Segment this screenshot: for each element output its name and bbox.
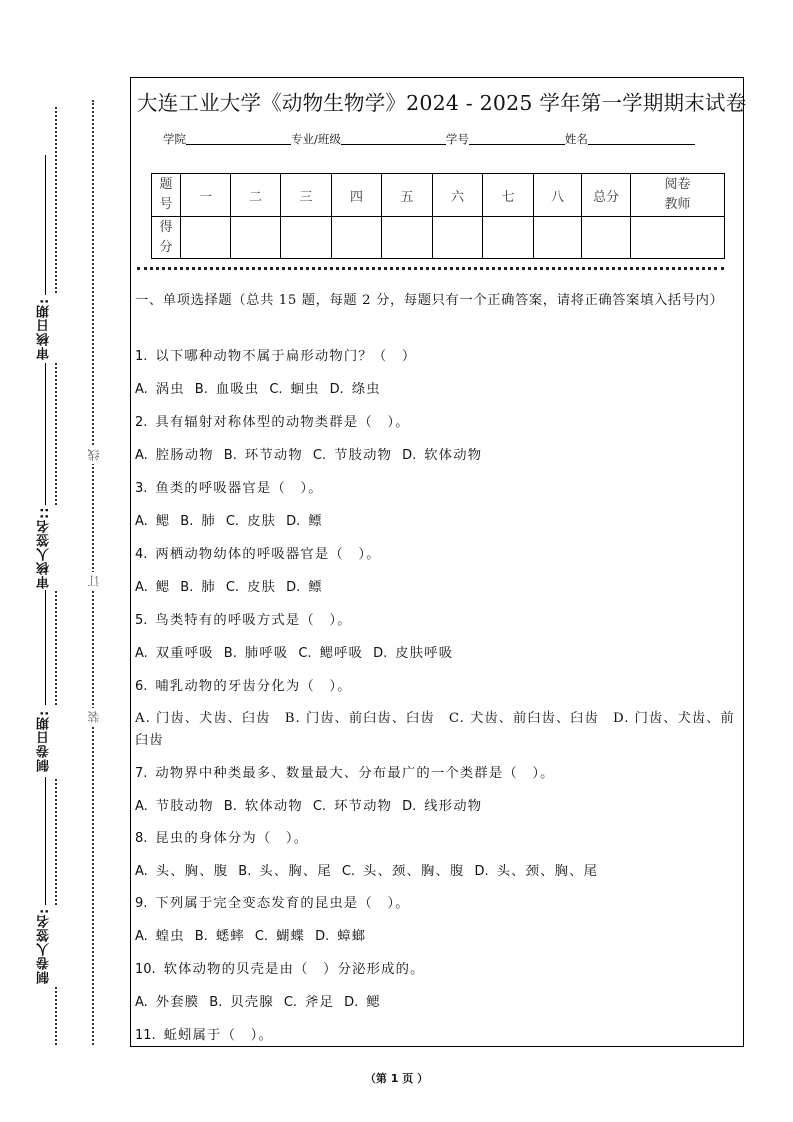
question-number: 7.: [135, 766, 148, 781]
question-9-options: [135, 925, 376, 944]
option-d[interactable]: [373, 646, 453, 661]
option-b[interactable]: [209, 995, 274, 1010]
option-key: B.: [180, 580, 194, 595]
col-total: 总分: [582, 174, 631, 217]
col-2: 二: [231, 174, 281, 217]
question-number: 5.: [135, 613, 148, 628]
binding-mark-bind: 装: [86, 708, 102, 726]
option-b[interactable]: [224, 646, 289, 661]
option-b[interactable]: [195, 382, 260, 397]
score-table: [151, 173, 725, 259]
score-cell-3[interactable]: [281, 217, 332, 259]
option-text: 头、胸、腹: [155, 864, 229, 879]
question-6-options[interactable]: A. 门齿、犬齿、臼齿 B. 门齿、前臼齿、臼齿 C. 犬齿、前臼齿、臼齿 D. 门齿、犬齿、前臼齿: [135, 711, 735, 748]
option-b[interactable]: [180, 580, 216, 595]
option-d[interactable]: [402, 799, 482, 814]
col-grader: 阅卷教师: [631, 174, 725, 217]
option-c[interactable]: [226, 514, 276, 529]
option-text: 绦虫: [351, 382, 381, 397]
option-d[interactable]: [286, 580, 323, 595]
option-key: C.: [312, 799, 327, 814]
option-text: 鳔: [308, 514, 323, 529]
col-6: 六: [433, 174, 483, 217]
question-number: 6.: [135, 679, 148, 694]
question-number-label: 题号: [152, 174, 181, 217]
question-text: 两栖动物幼体的呼吸器官是（ ）。: [155, 547, 381, 562]
question-7: [135, 762, 555, 781]
review-date-line: [45, 155, 46, 295]
question-text: 鸟类特有的呼吸方式是（ ）。: [155, 613, 352, 628]
question-number: 10.: [135, 962, 156, 977]
option-text: 外套膜: [155, 995, 200, 1010]
option-key: A.: [135, 646, 148, 661]
col-4: 四: [332, 174, 382, 217]
option-a[interactable]: [135, 799, 214, 814]
option-a[interactable]: [135, 514, 170, 529]
option-c[interactable]: [284, 995, 334, 1010]
score-cell-2[interactable]: [231, 217, 281, 259]
exam-title: 大连工业大学《动物生物学》2024 - 2025 学年第一学期期末试卷: [137, 91, 747, 115]
option-text: 头、胸、尾: [259, 864, 332, 879]
option-key: D.: [344, 995, 359, 1010]
option-key: B.: [223, 646, 237, 661]
score-table-score-row: [152, 217, 725, 259]
option-text: 肺: [201, 514, 216, 529]
option-key: D.: [402, 448, 417, 463]
option-key: D.: [315, 929, 330, 944]
option-text: 节肢动物: [155, 799, 214, 814]
option-text: 腔肠动物: [155, 448, 214, 463]
question-4: [135, 543, 381, 562]
option-c[interactable]: [342, 864, 465, 879]
option-key: C.: [254, 929, 269, 944]
option-key: B.: [223, 448, 237, 463]
option-c[interactable]: [313, 799, 392, 814]
option-key: D.: [402, 799, 417, 814]
maker-signature-label: 制卷人签名:: [28, 905, 62, 987]
option-text: 节肢动物: [334, 448, 393, 463]
option-key: B.: [238, 864, 252, 879]
question-number: 1.: [135, 349, 148, 364]
option-d[interactable]: [402, 448, 482, 463]
option-key: D.: [329, 382, 344, 397]
option-d[interactable]: [475, 864, 599, 879]
option-key: D.: [286, 580, 301, 595]
option-c[interactable]: [269, 382, 319, 397]
option-a[interactable]: [135, 448, 214, 463]
section-divider: [137, 267, 724, 270]
option-text: 蟋蟀: [215, 929, 245, 944]
option-text: 鳃: [155, 580, 171, 595]
question-8-options: [135, 860, 608, 879]
maker-date-line: [45, 775, 46, 905]
student-id-label: 学号: [445, 132, 469, 146]
option-key: B.: [194, 382, 208, 397]
option-text: 涡虫: [155, 382, 185, 397]
option-key: B.: [223, 799, 237, 814]
option-b[interactable]: [224, 448, 303, 463]
question-5: [135, 609, 352, 628]
question-text: 蚯蚓属于（ ）。: [163, 1028, 274, 1043]
question-text: 鱼类的呼吸器官是（ ）。: [155, 481, 323, 496]
score-cell-8[interactable]: [534, 217, 582, 259]
option-b[interactable]: [180, 514, 216, 529]
student-id-field[interactable]: [469, 132, 565, 145]
option-a[interactable]: [135, 995, 199, 1010]
college-label: 学院: [163, 132, 186, 146]
question-number: 11.: [135, 1028, 156, 1043]
question-6: [135, 675, 352, 694]
score-cell-5[interactable]: [382, 217, 433, 259]
question-number: 4.: [135, 547, 148, 562]
option-key: D.: [373, 646, 388, 661]
option-text: 血吸虫: [215, 382, 260, 397]
question-text: 动物界中种类最多、数量最大、分布最广的一个类群是（ ）。: [155, 766, 555, 781]
col-5: 五: [382, 174, 433, 217]
option-key: A.: [135, 995, 148, 1010]
col-1: 一: [181, 174, 231, 217]
binding-mark-line: 线: [86, 446, 102, 464]
option-d[interactable]: [286, 514, 323, 529]
option-b[interactable]: [195, 929, 245, 944]
option-b[interactable]: [238, 864, 332, 879]
name-field[interactable]: [588, 132, 695, 145]
option-text: 肺呼吸: [244, 646, 289, 661]
col-8: 八: [534, 174, 582, 217]
question-10: [135, 958, 425, 977]
option-text: 鳔: [308, 580, 323, 595]
option-key: A.: [135, 799, 148, 814]
major-class-field[interactable]: [341, 132, 446, 145]
option-text: 环节动物: [334, 799, 393, 814]
score-cell-grader[interactable]: [631, 217, 725, 259]
option-text: 线形动物: [424, 799, 483, 814]
option-text: 斧足: [305, 995, 335, 1010]
score-cell-6[interactable]: [433, 217, 483, 259]
name-label: 姓名: [564, 132, 588, 146]
option-key: C.: [225, 580, 240, 595]
reviewer-signature-label: 审核人签名::: [28, 505, 62, 590]
question-text: 以下哪种动物不属于扁形动物门？（ ）: [155, 349, 417, 364]
option-text: 皮肤呼吸: [395, 646, 454, 661]
option-key: A.: [135, 580, 148, 595]
question-text: 哺乳动物的牙齿分化为（ ）。: [155, 679, 352, 694]
option-a[interactable]: [135, 580, 170, 595]
option-key: B.: [209, 995, 223, 1010]
option-key: A.: [135, 929, 148, 944]
option-key: A.: [135, 382, 148, 397]
score-cell-7[interactable]: [483, 217, 534, 259]
option-text: 鳃呼吸: [319, 646, 364, 661]
option-d[interactable]: [330, 382, 381, 397]
option-text: 蛔虫: [290, 382, 320, 397]
option-text: 蟑螂: [337, 929, 367, 944]
option-c[interactable]: [313, 448, 392, 463]
question-3-options: [135, 510, 333, 529]
option-key: C.: [312, 448, 327, 463]
question-5-options: [135, 642, 463, 661]
option-key: B.: [180, 514, 194, 529]
review-date-label: 审核日期:: [28, 295, 62, 363]
option-b[interactable]: [224, 799, 303, 814]
col-7: 七: [483, 174, 534, 217]
option-key: C.: [269, 382, 283, 397]
binding-mark-order: 订: [86, 572, 102, 590]
option-a[interactable]: [135, 646, 214, 661]
review-date-line-lower: [45, 362, 46, 510]
option-text: 皮肤: [247, 514, 277, 529]
option-c[interactable]: [226, 580, 276, 595]
option-a[interactable]: [135, 929, 185, 944]
option-key: C.: [225, 514, 240, 529]
section-instructions: 一、单项选择题（总共 15 题，每题 2 分，每题只有一个正确答案，请将正确答案填入括号内）: [135, 293, 724, 308]
option-text: 鳃: [155, 514, 171, 529]
option-key: A.: [135, 448, 148, 463]
option-text: 环节动物: [244, 448, 303, 463]
question-3: [135, 477, 323, 496]
option-c[interactable]: [298, 646, 363, 661]
question-2-options: [135, 444, 492, 463]
score-cell-1[interactable]: [181, 217, 231, 259]
question-1-options: [135, 378, 391, 397]
option-text: 头、颈、胸、尾: [496, 864, 599, 879]
option-key: C.: [341, 864, 356, 879]
option-text: 贝壳腺: [230, 995, 274, 1010]
question-number: 8.: [135, 831, 148, 846]
question-1: [135, 345, 416, 364]
question-text: 软体动物的贝壳是由（ ）分泌形成的。: [163, 962, 425, 977]
question-11: [135, 1024, 273, 1043]
option-key: D.: [286, 514, 301, 529]
option-text: 头、颈、胸、腹: [363, 864, 465, 879]
college-field[interactable]: [186, 132, 291, 145]
option-text: 肺: [201, 580, 216, 595]
question-7-options: [135, 795, 492, 814]
option-key: B.: [194, 929, 208, 944]
option-c[interactable]: [255, 929, 305, 944]
option-key: C.: [283, 995, 298, 1010]
option-a[interactable]: [135, 382, 185, 397]
question-10-options: [135, 991, 391, 1010]
question-number: 2.: [135, 415, 148, 430]
option-key: C.: [298, 646, 312, 661]
question-8: [135, 827, 308, 846]
option-key: A.: [135, 514, 148, 529]
question-9: [135, 892, 410, 911]
question-2: [135, 411, 410, 430]
major-class-label: 专业/班级: [291, 132, 341, 146]
score-label: 得分: [152, 217, 181, 259]
option-a[interactable]: [135, 864, 228, 879]
student-info-row: [163, 131, 695, 147]
question-4-options: [135, 576, 333, 595]
option-text: 双重呼吸: [155, 646, 214, 661]
option-key: D.: [474, 864, 489, 879]
score-cell-total[interactable]: [582, 217, 631, 259]
option-text: 软体动物: [424, 448, 483, 463]
option-text: 皮肤: [247, 580, 277, 595]
option-text: 软体动物: [244, 799, 303, 814]
question-text: 下列属于完全变态发育的昆虫是（ ）。: [155, 896, 410, 911]
option-d[interactable]: [344, 995, 381, 1010]
page-number: （第 1 页 ）: [364, 1072, 429, 1085]
option-text: 蝴蝶: [276, 929, 306, 944]
option-key: A.: [135, 864, 148, 879]
question-number: 9.: [135, 896, 148, 911]
question-text: 昆虫的身体分为（ ）。: [155, 831, 309, 846]
col-3: 三: [281, 174, 332, 217]
score-cell-4[interactable]: [332, 217, 382, 259]
option-text: 鳃: [366, 995, 381, 1010]
option-text: 蝗虫: [155, 929, 185, 944]
maker-date-label: 制卷日期:: [28, 705, 62, 777]
question-number: 3.: [135, 481, 148, 496]
score-table-header-row: [152, 174, 725, 217]
question-text: 具有辐射对称体型的动物类群是（ ）。: [155, 415, 410, 430]
option-d[interactable]: [315, 929, 366, 944]
